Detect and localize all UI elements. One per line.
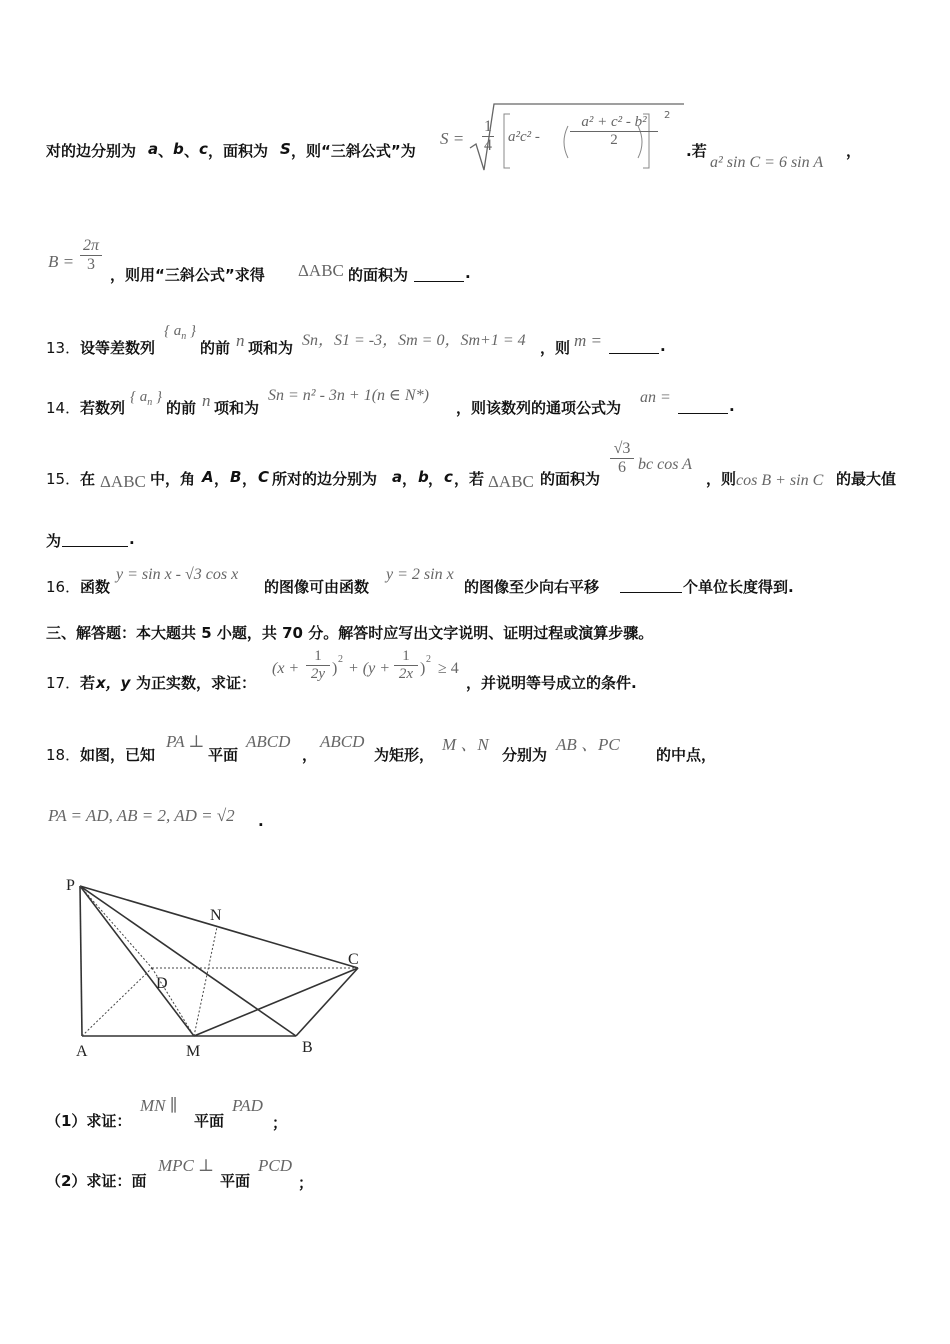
q14-an: an = — [640, 389, 671, 406]
q12-quarter-frac: 1 4 — [484, 118, 492, 154]
q15-A: A — [202, 468, 214, 486]
q13-seq-var: a — [173, 323, 182, 339]
q12-sep2: 、 — [184, 142, 200, 160]
section3-title: 三、解答题：本大题共 5 小题，共 70 分。解答时应写出文字说明、证明过程或演算步骤。 — [46, 624, 654, 642]
q12-text-e: ， — [846, 142, 862, 160]
q18-text-a: 如图，已知 — [80, 746, 156, 764]
q18-p2-plane: PCD — [258, 1156, 292, 1175]
q18-text-c: 为矩形， — [374, 746, 435, 764]
q12-cond2-num: 2π — [82, 237, 99, 254]
q12-text-h: . — [465, 264, 471, 282]
q15-text-b: 中，角 — [150, 470, 196, 488]
q15-answer-blank[interactable] — [62, 546, 128, 547]
q14-seq-var: a — [139, 389, 148, 405]
q12-answer-blank[interactable] — [414, 281, 464, 282]
q14-cond: Sn = n² - 3n + 1(n ∈ N*) — [268, 387, 429, 404]
edge-PB — [80, 886, 296, 1036]
q18-p1-plane: PAD — [232, 1096, 263, 1115]
q18-p2-label: （2）求证：面 — [46, 1172, 147, 1190]
q12-tri: ΔABC — [298, 261, 344, 280]
q16-text-d: 个单位长度得到. — [683, 578, 794, 596]
q16-num: 16． — [46, 578, 81, 596]
q18-p1-text: 平面 — [194, 1112, 225, 1130]
q18-text-e: 的中点， — [656, 746, 717, 764]
q18-abcd1: ABCD — [246, 732, 291, 751]
q12-cond1: a² sin C = 6 sin A — [710, 154, 824, 171]
edge-MN — [194, 927, 217, 1036]
q16-text-a: 函数 — [80, 578, 111, 596]
label-P: P — [66, 877, 75, 894]
q12-formula-s: S = — [440, 129, 465, 148]
q14-text-d: ，则该数列的通项公式为 — [456, 399, 622, 417]
q15-c: c — [444, 468, 453, 486]
q17-text-a: 若 — [80, 674, 96, 692]
label-B: B — [302, 1039, 313, 1056]
q15-text-e: 的面积为 — [540, 470, 601, 488]
edge-PM — [80, 886, 194, 1036]
edge-AD — [82, 968, 152, 1036]
q14-answer-blank[interactable] — [678, 413, 728, 414]
q18-text-d: 分别为 — [502, 746, 548, 764]
edge-MC — [194, 968, 358, 1036]
q13-answer-blank[interactable] — [609, 353, 659, 354]
q15-tri1: ΔABC — [100, 472, 146, 491]
q14-seq: { $a_n$ } — [130, 389, 162, 408]
q18-figure — [60, 870, 380, 1065]
q18-p2-end: ； — [298, 1174, 314, 1192]
q13-m: m = — [574, 331, 602, 350]
q12-text-g: 的面积为 — [348, 266, 409, 284]
q15-frac — [610, 440, 634, 477]
edge-PC — [80, 886, 358, 968]
q12-cond2-left: B = — [48, 252, 75, 271]
q12-frac-num: a² + c² - b² — [581, 114, 647, 130]
q12-frac-den: 2 — [610, 132, 618, 148]
q15-C: C — [258, 468, 270, 486]
q17-num: 17． — [46, 674, 81, 692]
q13-n: n — [236, 331, 245, 350]
q16-answer-blank[interactable] — [620, 592, 682, 593]
edge-PD — [80, 886, 152, 968]
q13-text-d: ，则 — [540, 339, 571, 357]
label-D: D — [156, 975, 168, 992]
q18-p2-text: 平面 — [220, 1172, 251, 1190]
q15-a: a — [392, 468, 403, 486]
q15-text-h: 为 — [46, 532, 62, 550]
q16-text-b: 的图像可由函数 — [264, 578, 370, 596]
q15-comma-4: ， — [428, 470, 444, 488]
q18-pa-perp: PA ⊥ — [166, 732, 205, 751]
q15-frac-num: √3 — [613, 440, 631, 457]
q12-formula-frac — [570, 114, 658, 149]
q15-expr: cos B + sin C — [736, 472, 824, 489]
q13-cond: Sn，S1 = -3，Sm = 0，Sm+1 = 4 — [302, 332, 526, 349]
label-C: C — [348, 951, 359, 968]
q18-p1-math: MN ∥ — [140, 1096, 178, 1115]
q15-text-i: . — [129, 530, 135, 548]
q13-text-b: 的前 — [200, 339, 231, 357]
q15-b: b — [418, 468, 429, 486]
q18-comma1: ， — [302, 746, 318, 764]
q15-text-d: ，若 — [454, 470, 485, 488]
q15-comma-3: ， — [402, 470, 418, 488]
label-A: A — [76, 1043, 88, 1060]
edge-PA — [80, 886, 82, 1036]
q12-cond2-frac — [80, 237, 102, 274]
q12-text-a: 对的边分别为 — [46, 142, 137, 160]
q12-text-f: ，则用“三斜公式”求得 — [110, 266, 265, 284]
q12-text-d: .若 — [686, 142, 707, 160]
q12-text-b: ，面积为 — [208, 142, 269, 160]
q12-cond2-den: 3 — [87, 256, 95, 273]
q14-text-c: 项和为 — [214, 399, 260, 417]
q12-var-b: b — [173, 140, 184, 158]
q15-text-c: 所对的边分别为 — [272, 470, 378, 488]
q15-area-rest: bc cos A — [638, 456, 692, 473]
q13-text-c: 项和为 — [248, 339, 294, 357]
label-M: M — [186, 1043, 201, 1060]
q13-num: 13． — [46, 339, 81, 357]
q16-f2: y = 2 sin x — [386, 566, 454, 583]
q12-var-a: a — [148, 140, 159, 158]
q14-text-a: 若数列 — [80, 399, 126, 417]
q13-seq: { $a_n$ } — [164, 323, 196, 342]
q18-p2-math: MPC ⊥ — [158, 1156, 215, 1175]
q18-dot: . — [258, 812, 264, 830]
edge-BC — [296, 968, 358, 1036]
q17-formula: (x + 1 2y ) 2 + (y + 1 2x ) 2 ≥ 4 — [272, 648, 459, 682]
q17-text-b: 为正实数，求证： — [136, 674, 257, 692]
label-N: N — [210, 907, 222, 924]
q12-var-c: c — [199, 140, 208, 158]
q18-text-b: 平面 — [208, 746, 239, 764]
q15-frac-den: 6 — [618, 459, 626, 476]
q14-text-e: . — [729, 397, 735, 415]
q18-abcd2: ABCD — [320, 732, 365, 751]
q14-text-b: 的前 — [166, 399, 197, 417]
q15-text-a: 在 — [80, 470, 96, 488]
q18-abpc: AB 、PC — [556, 735, 620, 754]
q12-sep1: 、 — [158, 142, 174, 160]
q17-text-c: ，并说明等号成立的条件. — [466, 674, 637, 692]
q17-xy: x，y — [96, 674, 131, 692]
q18-cond: PA = AD, AB = 2, AD = √2 — [48, 806, 235, 825]
q12-text-c: ，则“三斜公式”为 — [291, 142, 416, 160]
q12-formula-inner: a²c² - — [508, 129, 540, 145]
q18-mn: M 、N — [442, 735, 489, 754]
q12-outer-square: 2 — [664, 110, 671, 121]
q15-tri2: ΔABC — [488, 472, 534, 491]
q14-n: n — [202, 391, 211, 410]
q15-text-f: ，则 — [706, 470, 737, 488]
q18-p1-end: ； — [272, 1114, 288, 1132]
q15-B: B — [230, 468, 242, 486]
q15-comma-2: ， — [242, 470, 258, 488]
q16-text-c: 的图像至少向右平移 — [464, 578, 600, 596]
q15-num: 15． — [46, 470, 81, 488]
q16-f1: y = sin x - √3 cos x — [116, 566, 239, 583]
q13-text-a: 设等差数列 — [80, 339, 156, 357]
q15-text-g: 的最大值 — [836, 470, 897, 488]
q13-text-e: . — [660, 337, 666, 355]
q18-p1-label: （1）求证： — [46, 1112, 132, 1130]
q12-var-S: S — [280, 140, 291, 158]
q15-comma-1: ， — [214, 470, 230, 488]
q14-num: 14． — [46, 399, 81, 417]
q18-num: 18． — [46, 746, 81, 764]
